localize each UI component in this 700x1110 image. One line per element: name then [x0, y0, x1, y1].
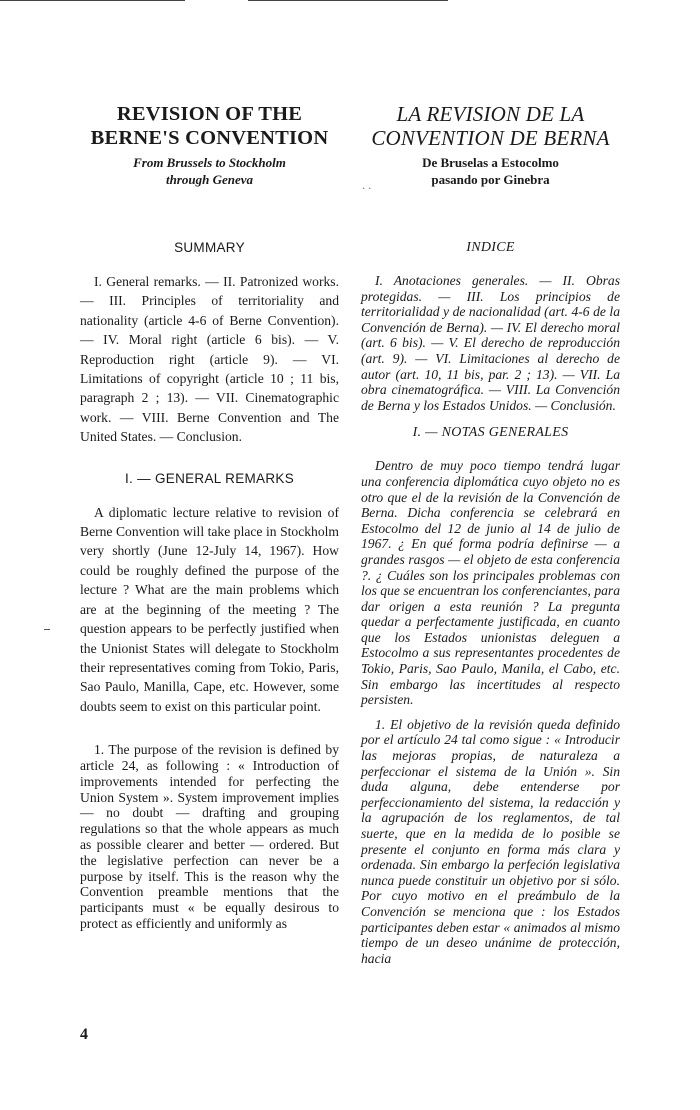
indice-heading: INDICE: [466, 240, 515, 255]
section-heading: I. — NOTAS GENERALES: [412, 425, 569, 441]
english-column: [80, 102, 339, 966]
margin-mark: [44, 629, 50, 630]
ink-dots: ..: [362, 181, 375, 192]
spanish-header: [361, 102, 620, 240]
summary-text: I. General remarks. — II. Patronized works. — III. Principles of territoriality and nationality (article 4-6 of Berne Convention). — IV. Moral right (article 6 bis). — V. Reproduction right (article 9). — VI. Limitations of copyright (article 10 ; 11 bis, paragraph 2 ; 13). — VII. Cinematographic work. — VIII. Berne Convention and The United States. — Conclusion.: [80, 274, 339, 445]
page: [80, 102, 620, 966]
english-header: [80, 102, 339, 240]
top-rule: [248, 0, 448, 1]
indice-text: I. Anotaciones generales. — II. Obras protegidas. — III. Los principios de territorialidad y de nacionalidad (art. 4-6 de la Convención de Berna). — IV. El derecho moral (art. 6 bis). — V. El derecho de reproducción (art. 9). — VI. Limitaciones al derecho de autor (art. 10, 11 bis, par. 2 ; 13). — VII. La obra cinematográfica. — VIII. La Convención de Berna y los Estados Unidos. — Conclusión.: [361, 273, 620, 413]
summary-heading: SUMMARY: [174, 240, 245, 255]
page-number: 4: [80, 1026, 88, 1043]
spanish-title: LA REVISION DE LA CONVENTION DE BERNA: [371, 102, 610, 150]
paragraph: 1. The purpose of the revision is defined by article 24, as following : « Introduction of improvements intended for perfecting the Union System ». System improvement implies — no doubt — drafting and grouping regulations so that the whole appears as much as possible clearer and better — ordered. But the legislative perfection can never be a purpose by itself. This is the reason why the Convention preamble mentions that the participants must « be equally desirous to protect as efficiently and uniformly as: [80, 742, 339, 931]
english-title: REVISION OF THE BERNE'S CONVENTION: [90, 103, 329, 149]
paragraph: A diplomatic lecture relative to revision of Berne Convention will take place in Stockholm very shortly (June 12-July 14, 1967). How could be roughly defined the purpose of the lecture ? What are the main problems which are at the beginning of the meeting ? The question appears to be perfectly justified when the Unionist States will delegate to Stockholm their representatives coming from Tokio, Paris, Sao Paulo, Manilla, Cape, etc. However, some doubts seem to exist on this particular point.: [80, 504, 339, 714]
spanish-column: [361, 102, 620, 966]
section-heading: I. — GENERAL REMARKS: [124, 470, 295, 486]
top-rule: [0, 0, 185, 1]
paragraph: 1. El objetivo de la revisión queda definido por el artículo 24 tal como sigue : « Introducir las mejoras propias, de naturaleza a perfeccionar el sistema de la Unión ». Sin duda alguna, debe entenderse por perfeccionamiento del sistema, la redacción y la agrupación de los reglamentos, de tal suerte, que en la medida de lo posible se presente el conjunto en forma más clara y ordenada. Sin embargo la perfeción legislativa nunca puede constituir un objetivo por si sólo. Por cuyo motivo en el preámbulo de la Convención se menciona que : los Estados participantes deben estar « animados al mismo tiempo de un deseo unánime de protección, hacia: [361, 716, 620, 966]
english-subtitle: From Brussels to Stockholm through Geneva: [133, 155, 286, 187]
spanish-subtitle: De Bruselas a Estocolmo pasando por Ginebra: [422, 155, 559, 187]
paragraph: Dentro de muy poco tiempo tendrá lugar una conferencia diplomática cuyo objeto no es otro que el de la revisión de la Convención de Berna. Dicha conferencia se celebrará en Estocolmo del 12 de junio al 14 de julio de 1967. ¿ En qué forma podría definirse — a grandes rasgos — el objeto de esta conferencia ?. ¿ Cuáles son los principales problemas con los que se encuentran los conferenciantes, para dar origen a esta reunión ? La pregunta quedar a perfectamente justificada, en cuanto que los Estados unionistas deleguen a Estocolmo a sus representantes procedentes de Tokio, Paris, Sao Paulo, Manila, el Cabo, etc. Sin embargo las incertitudes al respecto persisten.: [361, 458, 620, 708]
